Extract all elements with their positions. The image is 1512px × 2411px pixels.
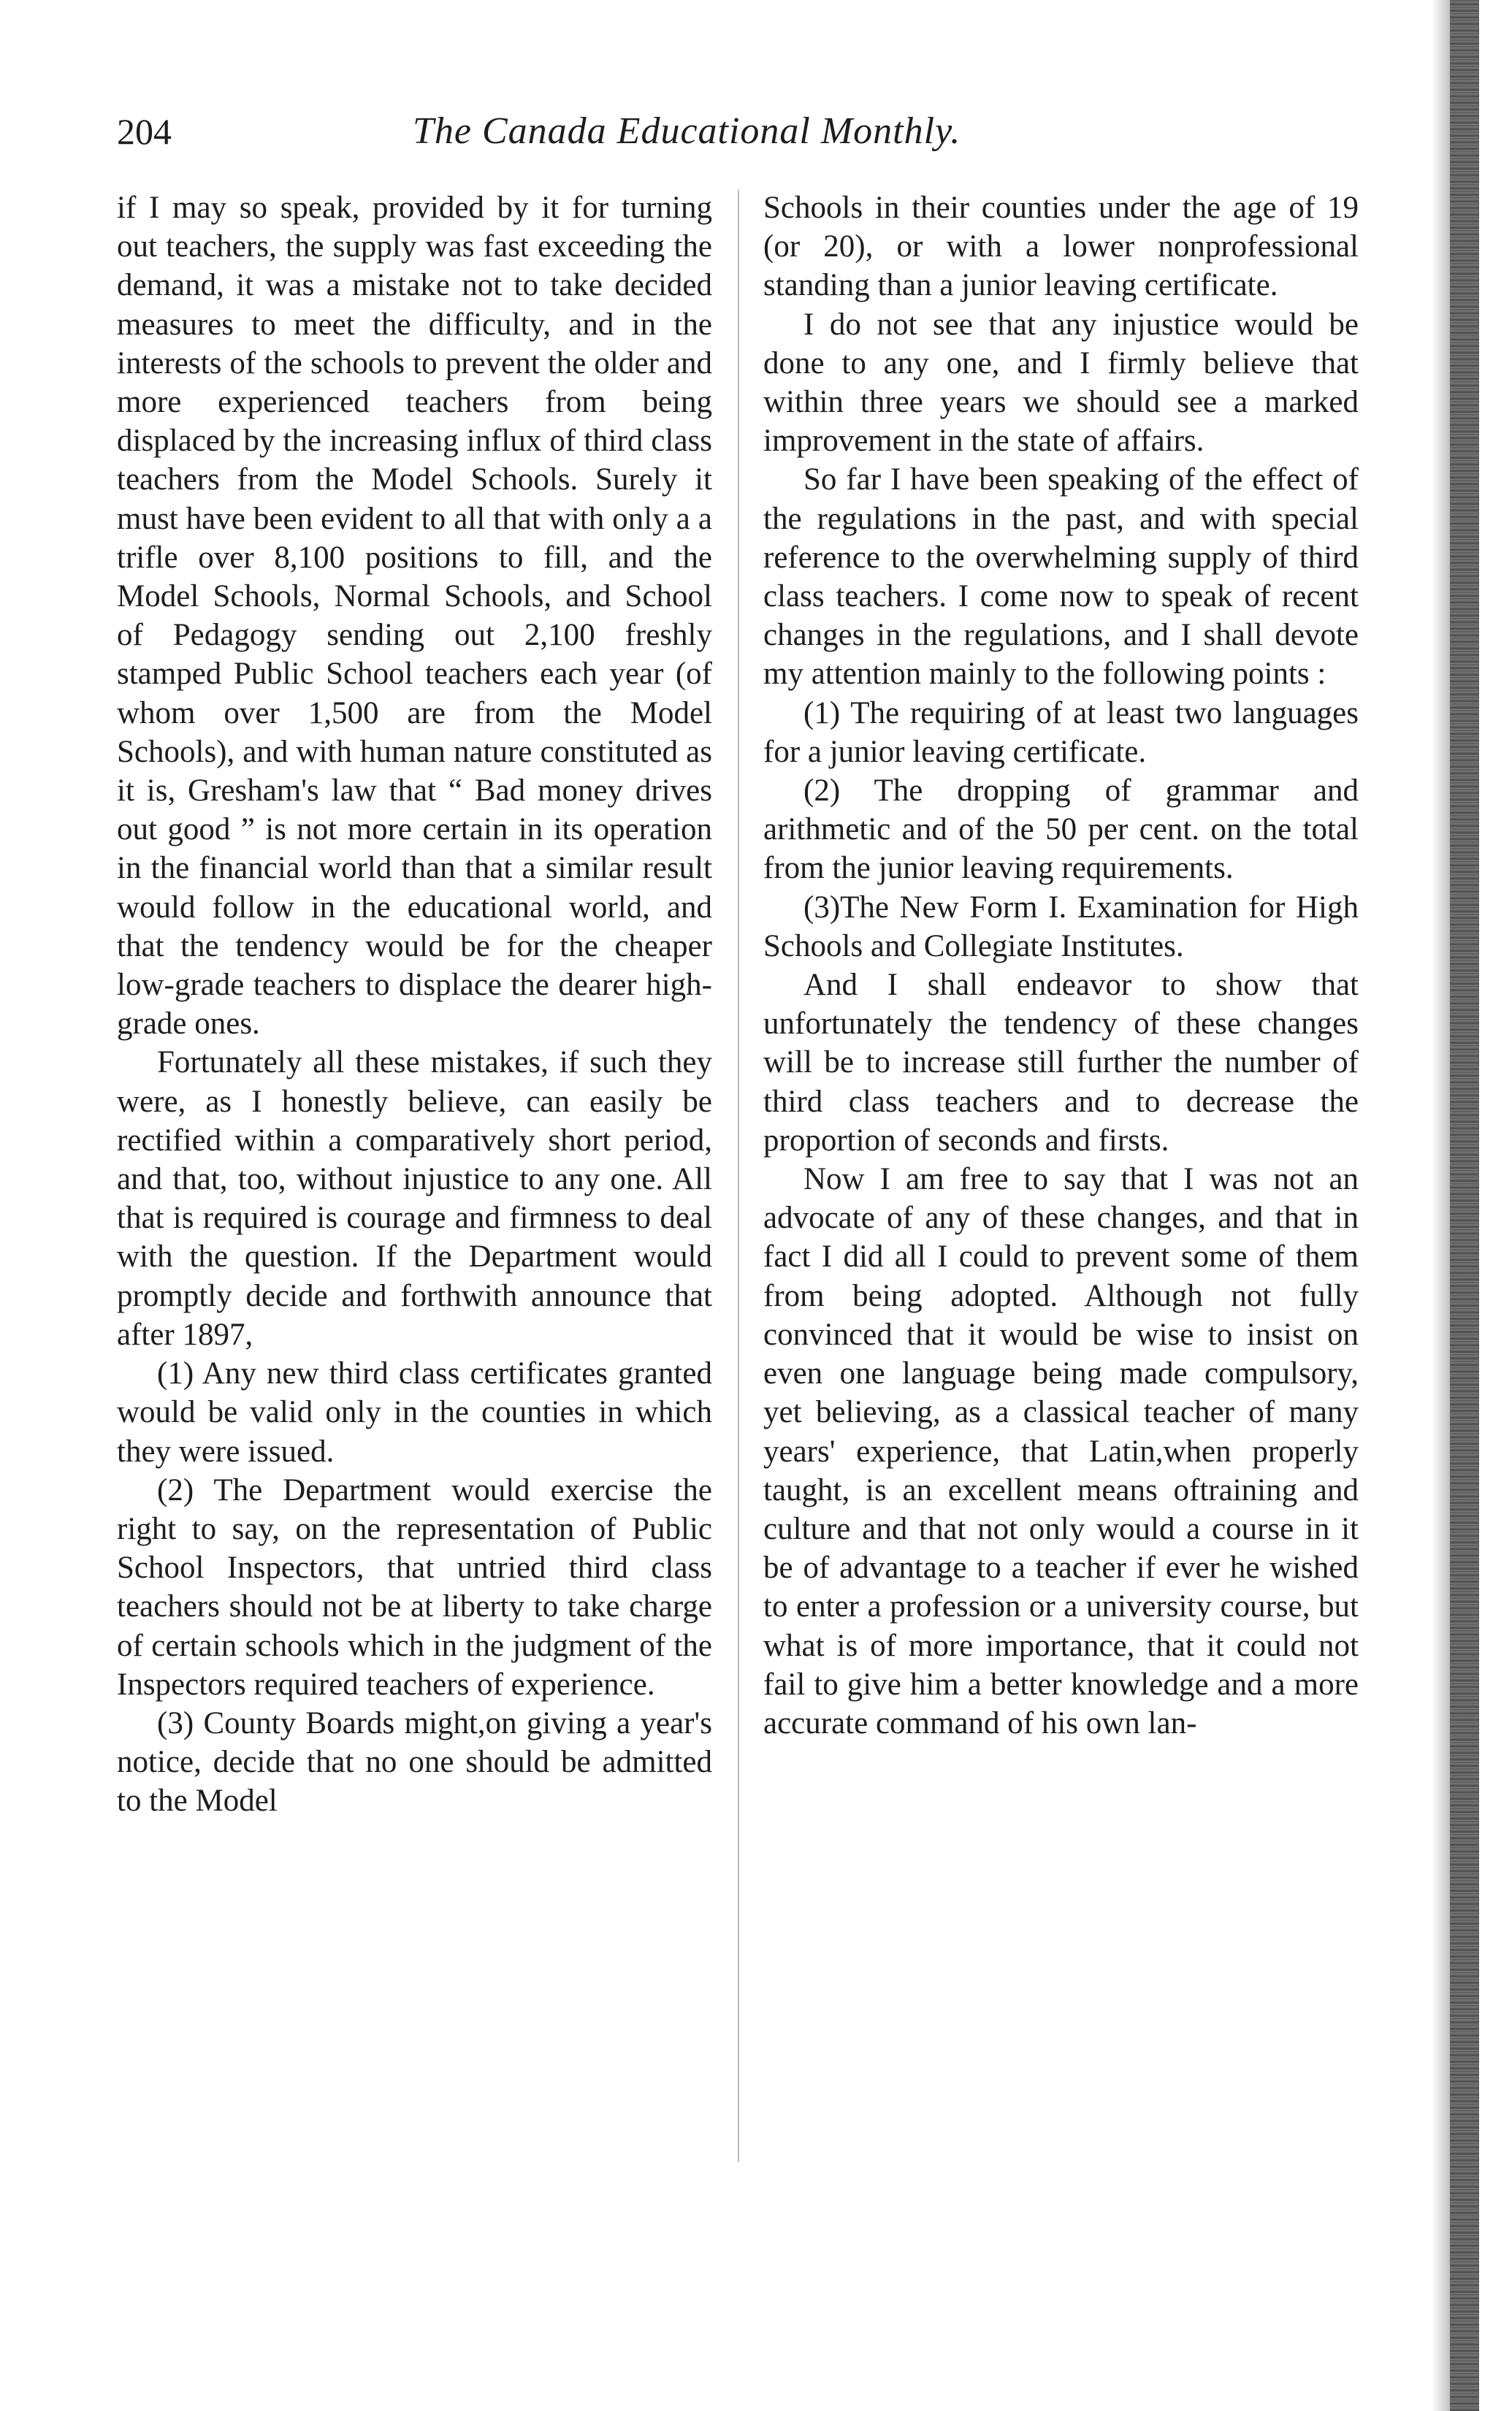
list-item: (1) The requiring of at least two languages for a junior leaving certificate. [763,695,1359,769]
left-column [117,188,712,1821]
paragraph: Now I am free to say that I was not an advocate of any of these changes, and that in fact I did all I could to prevent some of them from being adopted. Although not fully convinced that it would be wise to insist on even one language being made compulsory, yet believing, as a classical teacher of many years' experience, that Latin,when properly taught, is an excellent means oftraining and culture and that not only would a course in it be of advantage to a teacher if ever he wished to enter a profession or a university course, but what is of more importance, that it could not fail to give him a better knowledge and a more accurate command of his own lan- [763,1162,1359,1741]
paragraph: And I shall endeavor to show that unfortunately the tendency of these changes will be to increase still further the number of third class teachers and to decrease the proportion of seconds and firsts. [763,968,1359,1158]
list-item: (2) The Department would exercise the right to say, on the representation of Public School Inspectors, that untried third class teachers should not be at liberty to take charge of certain schools which in the judgment of the Inspectors required teachers of experience. [117,1472,712,1702]
column-divider [738,190,739,2162]
list-item: (3)The New Form I. Examination for High Schools and Collegiate Institutes. [763,890,1359,963]
page-number: 204 [117,111,172,152]
paragraph: if I may so speak, provided by it for turning out teachers, the supply was fast exceeding the demand, it was a mistake not to take decided measures to meet the difficulty, and in the interests of the schools to prevent the older and more experienced teachers from being displaced by the increasing influx of third class teachers from the Model Schools. Surely it must have been evident to all that with only a a trifle over 8,100 positions to fill, and the Model Schools, Normal Schools, and School of Pedagogy sending out 2,100 freshly stamped Public School teachers each year (of whom over 1,500 are from the Model Schools), and with human nature constituted as it is, Gresham's law that “ Bad money drives out good ” is not more certain in its operation in the financial world than that a similar result would follow in the educational world, and that the tendency would be for the cheaper low-grade teachers to displace the dearer high-grade ones. [117,191,712,1042]
right-column [763,188,1359,1743]
scan-binding-edge [1450,0,1479,2411]
list-item: (1) Any new third class certificates granted would be valid only in the counties in which they were issued. [117,1356,712,1469]
list-item: (2) The dropping of grammar and arithmetic and of the 50 per cent. on the total from the junior leaving requirements. [763,773,1359,886]
paragraph: I do not see that any injustice would be done to any one, and I firmly believe that within three years we should see a marked improvement in the state of affairs. [763,307,1359,459]
paragraph: Schools in their counties under the age of 19 (or 20), or with a lower nonprofessional standing than a junior leaving certificate. [763,191,1359,303]
scan-edge-shadow [1432,0,1450,2411]
paragraph: So far I have been speaking of the effect of the regulations in the past, and with special reference to the overwhelming supply of third class teachers. I come now to speak of recent changes in the regulations, and I shall devote my attention mainly to the following points : [763,462,1359,692]
paragraph: Fortunately all these mistakes, if such they were, as I honestly believe, can easily be rectified within a comparatively short period, and that, too, without injustice to any one. All that is required is courage and firmness to deal with the question. If the Department would promptly decide and forthwith announce that after 1897, [117,1045,712,1352]
page-header [117,110,1351,168]
running-title: The Canada Educational Monthly. [413,110,961,152]
list-item: (3) County Boards might,on giving a year's notice, decide that no one should be admitted to the Model [117,1705,712,1819]
